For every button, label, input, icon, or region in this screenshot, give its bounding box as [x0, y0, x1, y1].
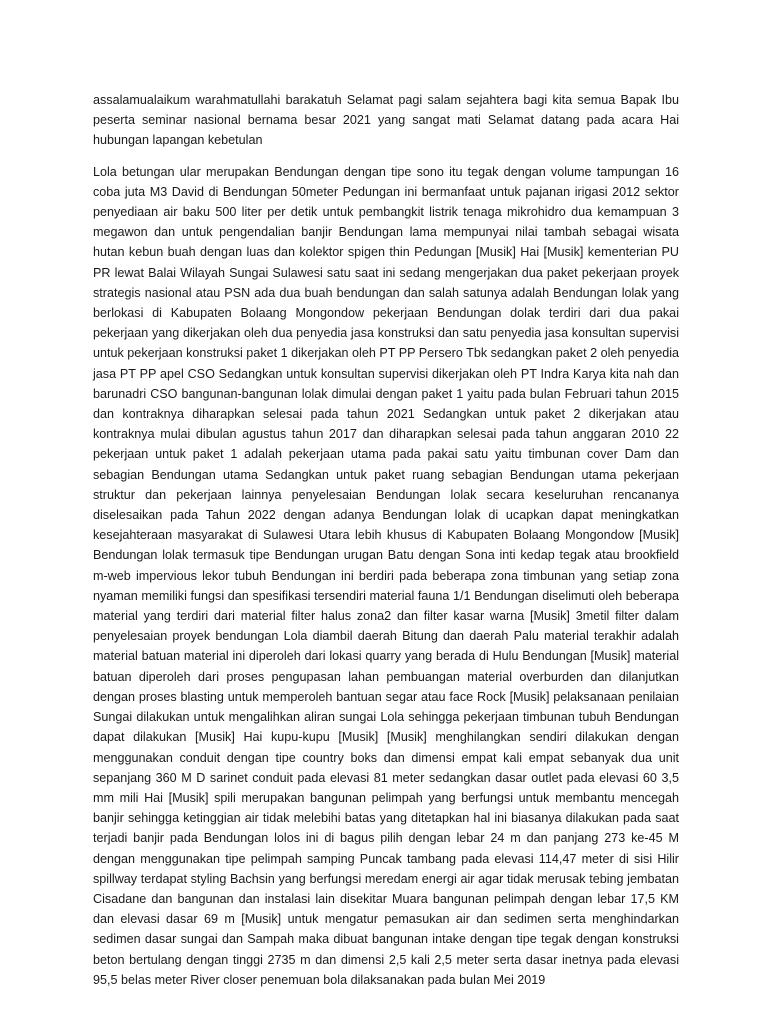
document-page	[93, 90, 679, 990]
greeting-paragraph: assalamualaikum warahmatullahi barakatuh Selamat pagi salam sejahtera bagi kita semua Bapak Ibu peserta seminar nasional bernama besar 2021 yang sangat mati Selamat datang pada acara Hai hubungan lapangan kebetulan	[93, 93, 679, 148]
body-paragraph: Lola betungan ular merupakan Bendungan dengan tipe sono itu tegak dengan volume tampungan 16 coba juta M3 David di Bendungan 50meter Pedungan ini bermanfaat untuk pajanan irigasi 2012 sektor penyediaan air baku 500 liter per detik untuk pembangkit listrik tenaga mikrohidro dua kemampuan 3 megawon dan untuk pengendalian banjir Bendungan lama mempunyai nilai tambah sebagai wisata hutan kebun buah dengan luas dan kolektor spigen thin Pedungan [Musik] Hai [Musik] kementerian PU PR lewat Balai Wilayah Sungai Sulawesi satu saat ini sedang mengerjakan dua paket pekerjaan proyek strategis nasional atau PSN ada dua buah bendungan dan salah satunya adalah Bendungan lolak yang berlokasi di Kabupaten Bolaang Mongondow pekerjaan Bendungan dolak terdiri dari dua pakai pekerjaan yang dikerjakan oleh dua penyedia jasa konstruksi dan satu penyedia jasa konsultan supervisi untuk pekerjaan konstruksi paket 1 dikerjakan oleh PT PP Persero Tbk sedangkan paket 2 oleh penyedia jasa PT PP apel CSO Sedangkan untuk konsultan supervisi dikerjakan oleh PT Indra Karya kita nah dan barunadri CSO bangunan-bangunan lolak dimulai dengan paket 1 yaitu pada bulan Februari tahun 2015 dan kontraknya diharapkan selesai pada tahun 2021 Sedangkan untuk paket 2 dikerjakan atau kontraknya mulai dibulan agustus tahun 2017 dan diharapkan selesai pada tahun anggaran 2010 22 pekerjaan untuk paket 1 adalah pekerjaan utama pada pakai satu yaitu timbunan cover Dam dan sebagian Bendungan utama Sedangkan untuk paket ruang sebagian Bendungan utama pekerjaan struktur dan pekerjaan lainnya penyelesaian Bendungan lolak secara keseluruhan rencananya diselesaikan pada Tahun 2022 dengan adanya Bendungan lolak di ucapkan dapat meningkatkan kesejahteraan masyarakat di Sulawesi Utara lebih khusus di Kabupaten Bolaang Mongondow [Musik] Bendungan lolak termasuk tipe Bendungan urugan Batu dengan Sona inti kedap tegak atau brookfield m-web impervious lekor tubuh Bendungan ini berdiri pada beberapa zona timbunan yang setiap zona nyaman memiliki fungsi dan spesifikasi tersendiri material fauna 1/1 Bendungan diselimuti oleh beberapa material yang terdiri dari material filter halus zona2 dan filter kasar warna [Musik] 3metil filter dalam penyelesaian proyek bendungan Lola diambil daerah Bitung dan daerah Palu material terakhir adalah material batuan material ini diperoleh dari lokasi quarry yang berada di Hulu Bendungan [Musik] material batuan diperoleh dari proses pengupasan lahan pembuangan material overburden dan dilanjutkan dengan proses blasting untuk memperoleh bantuan segar atau face Rock [Musik] pelaksanaan penilaian Sungai dilakukan untuk mengalihkan aliran sungai Lola sehingga pekerjaan timbunan tubuh Bendungan dapat dilakukan [Musik] Hai kupu-kupu [Musik] [Musik] menghilangkan sendiri dilakukan dengan menggunakan conduit dengan tipe country boks dan dimensi empat kali empat sebanyak dua unit sepanjang 360 M D sarinet conduit pada elevasi 81 meter sedangkan dasar outlet pada elevasi 60 3,5 mm mili Hai [Musik] spili merupakan bangunan pelimpah yang berfungsi untuk membantu mencegah banjir sehingga ketinggian air tidak melebihi batas yang ditetapkan hal ini biasanya dilakukan pada saat terjadi banjir pada Bendungan lolos ini di bagus pilih dengan lebar 24 m dan panjang 273 ke-45 M dengan menggunakan tipe pelimpah samping Puncak tambang pada elevasi 114,47 meter di sisi Hilir spillway terdapat styling Bachsin yang berfungsi meredam energi air agar tidak merusak tebing jembatan Cisadane dan bangunan dan instalasi lain disekitar Muara bangunan pelimpah dengan lebar 17,5 KM dan elevasi dasar 69 m [Musik] untuk mengatur pemasukan air dan sedimen serta menghindarkan sedimen dasar sungai dan Sampah maka dibuat bangunan intake dengan tipe tegak dengan konstruksi beton bertulang dengan tinggi 2735 m dan dimensi 2,5 kali 2,5 meter serta dasar inetnya pada elevasi 95,5 belas meter River closer penemuan bola dilaksanakan pada bulan Mei 2019	[93, 164, 679, 987]
